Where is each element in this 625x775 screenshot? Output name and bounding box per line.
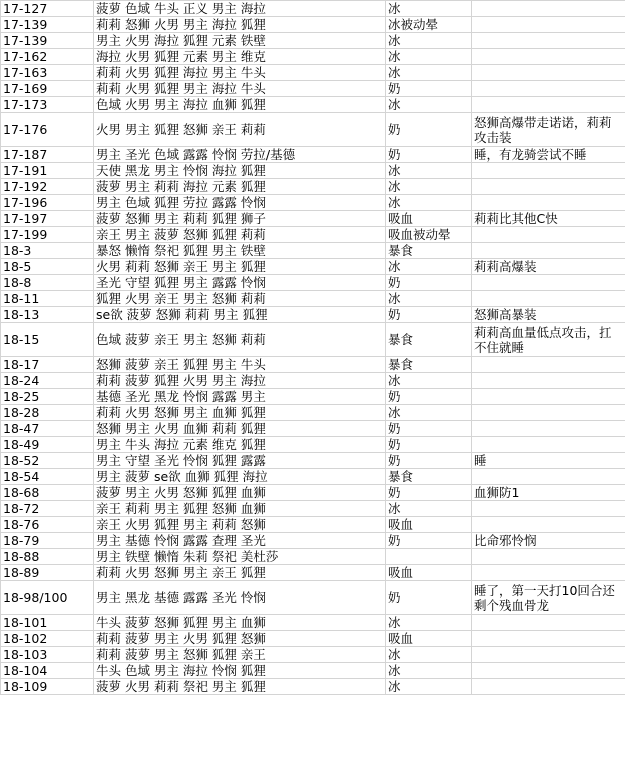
stage-id-cell[interactable]: 18-104: [1, 663, 94, 679]
team-cell[interactable]: 男主 守望 圣光 怜悯 狐狸 露露: [94, 453, 386, 469]
team-cell[interactable]: 亲王 火男 狐狸 男主 莉莉 怒狮: [94, 517, 386, 533]
table-row: [1, 679, 625, 695]
table-row: [1, 195, 625, 211]
team-type-cell[interactable]: 冰: [386, 405, 472, 421]
note-cell[interactable]: [472, 33, 625, 49]
table-row: [1, 517, 625, 533]
team-cell[interactable]: 男主 牛头 海拉 元素 维克 狐狸: [94, 437, 386, 453]
note-cell[interactable]: [472, 647, 625, 663]
note-cell[interactable]: [472, 291, 625, 307]
team-cell[interactable]: 暴怒 懒惰 祭祀 狐狸 男主 铁壁: [94, 243, 386, 259]
team-cell[interactable]: 莉莉 菠萝 男主 怒狮 狐狸 亲王: [94, 647, 386, 663]
note-cell[interactable]: [472, 1, 625, 17]
team-type-cell[interactable]: 奶: [386, 113, 472, 147]
team-cell[interactable]: 圣光 守望 狐狸 男主 露露 怜悯: [94, 275, 386, 291]
stage-id-cell[interactable]: 18-13: [1, 307, 94, 323]
table-row: [1, 615, 625, 631]
team-type-cell[interactable]: 冰被动晕: [386, 17, 472, 33]
team-type-cell[interactable]: 暴食: [386, 357, 472, 373]
stage-id-cell[interactable]: 18-79: [1, 533, 94, 549]
team-type-cell[interactable]: 奶: [386, 307, 472, 323]
table-row: [1, 1, 625, 17]
table-row: [1, 179, 625, 195]
table-row: [1, 631, 625, 647]
table-row: [1, 373, 625, 389]
team-cell[interactable]: 菠萝 怒狮 男主 莉莉 狐狸 狮子: [94, 211, 386, 227]
table-row: [1, 211, 625, 227]
note-cell[interactable]: 莉莉高血量低点攻击，扛不住就睡: [472, 323, 625, 357]
team-cell[interactable]: 亲王 男主 菠萝 怒狮 狐狸 莉莉: [94, 227, 386, 243]
table-row: [1, 533, 625, 549]
stage-id-cell[interactable]: 18-5: [1, 259, 94, 275]
stage-id-cell[interactable]: 18-3: [1, 243, 94, 259]
team-type-cell[interactable]: 暴食: [386, 243, 472, 259]
table-row: [1, 501, 625, 517]
stage-id-cell[interactable]: 18-17: [1, 357, 94, 373]
stage-id-cell[interactable]: 18-15: [1, 323, 94, 357]
note-cell[interactable]: [472, 81, 625, 97]
team-type-cell[interactable]: 奶: [386, 275, 472, 291]
team-cell[interactable]: 莉莉 火男 狐狸 海拉 男主 牛头: [94, 65, 386, 81]
team-type-cell[interactable]: 冰: [386, 259, 472, 275]
team-cell[interactable]: 男主 黑龙 基德 露露 圣光 怜悯: [94, 581, 386, 615]
team-cell[interactable]: 男主 铁壁 懒惰 朱莉 祭祀 美杜莎: [94, 549, 386, 565]
team-type-cell[interactable]: 冰: [386, 373, 472, 389]
team-cell[interactable]: 基德 圣光 黑龙 怜悯 露露 男主: [94, 389, 386, 405]
team-type-cell[interactable]: 奶: [386, 421, 472, 437]
team-cell[interactable]: 男主 色域 狐狸 劳拉 露露 怜悯: [94, 195, 386, 211]
table-row: [1, 275, 625, 291]
team-cell[interactable]: 怒狮 男主 火男 血狮 莉莉 狐狸: [94, 421, 386, 437]
team-cell[interactable]: 色域 火男 男主 海拉 血狮 狐狸: [94, 97, 386, 113]
note-cell[interactable]: 莉莉高爆装: [472, 259, 625, 275]
table-row: [1, 389, 625, 405]
note-cell[interactable]: [472, 663, 625, 679]
team-cell[interactable]: 菠萝 男主 火男 怒狮 狐狸 血狮: [94, 485, 386, 501]
stage-id-cell[interactable]: 18-89: [1, 565, 94, 581]
note-cell[interactable]: 怒狮高暴装: [472, 307, 625, 323]
table-row: [1, 147, 625, 163]
team-cell[interactable]: 莉莉 火男 怒狮 男主 血狮 狐狸: [94, 405, 386, 421]
team-type-cell[interactable]: 吸血: [386, 631, 472, 647]
team-type-cell[interactable]: 暴食: [386, 323, 472, 357]
table-row: [1, 113, 625, 147]
table-row: [1, 581, 625, 615]
stage-id-cell[interactable]: 17-139: [1, 17, 94, 33]
stage-id-cell[interactable]: 17-162: [1, 49, 94, 65]
team-type-cell[interactable]: 冰: [386, 291, 472, 307]
team-cell[interactable]: 牛头 色域 男主 海拉 怜悯 狐狸: [94, 663, 386, 679]
note-cell[interactable]: 睡，有龙骑尝试不睡: [472, 147, 625, 163]
stage-id-cell[interactable]: 17-139: [1, 33, 94, 49]
team-type-cell[interactable]: 冰: [386, 195, 472, 211]
team-type-cell[interactable]: 吸血: [386, 211, 472, 227]
table-row: [1, 469, 625, 485]
team-type-cell[interactable]: 吸血: [386, 517, 472, 533]
team-cell[interactable]: 男主 基德 怜悯 露露 查理 圣光: [94, 533, 386, 549]
team-type-cell[interactable]: 奶: [386, 485, 472, 501]
stage-id-cell[interactable]: 17-127: [1, 1, 94, 17]
note-cell[interactable]: [472, 615, 625, 631]
stage-id-cell[interactable]: 18-103: [1, 647, 94, 663]
note-cell[interactable]: [472, 437, 625, 453]
table-row: [1, 65, 625, 81]
stage-id-cell[interactable]: 18-24: [1, 373, 94, 389]
team-cell[interactable]: 火男 男主 狐狸 怒狮 亲王 莉莉: [94, 113, 386, 147]
stage-id-cell[interactable]: 17-163: [1, 65, 94, 81]
team-cell[interactable]: 男主 圣光 色域 露露 怜悯 劳拉/基德: [94, 147, 386, 163]
note-cell[interactable]: [472, 65, 625, 81]
table-row: [1, 565, 625, 581]
stage-id-cell[interactable]: 18-54: [1, 469, 94, 485]
note-cell[interactable]: [472, 17, 625, 33]
table-row: [1, 405, 625, 421]
note-cell[interactable]: [472, 373, 625, 389]
team-cell[interactable]: 莉莉 火男 怒狮 男主 亲王 狐狸: [94, 565, 386, 581]
team-type-cell[interactable]: 冰: [386, 501, 472, 517]
table-row: [1, 323, 625, 357]
team-cell[interactable]: 怒狮 菠萝 亲王 狐狸 男主 牛头: [94, 357, 386, 373]
note-cell[interactable]: [472, 389, 625, 405]
table-row: [1, 163, 625, 179]
table-row: [1, 97, 625, 113]
stage-id-cell[interactable]: 17-192: [1, 179, 94, 195]
team-type-cell[interactable]: 冰: [386, 179, 472, 195]
team-type-cell[interactable]: 奶: [386, 581, 472, 615]
team-type-cell[interactable]: 冰: [386, 33, 472, 49]
table-row: [1, 243, 625, 259]
team-cell[interactable]: 男主 火男 海拉 狐狸 元素 铁壁: [94, 33, 386, 49]
table-row: [1, 453, 625, 469]
team-type-cell[interactable]: 冰: [386, 97, 472, 113]
team-type-cell[interactable]: 奶: [386, 533, 472, 549]
table-row: [1, 291, 625, 307]
team-type-cell[interactable]: 暴食: [386, 469, 472, 485]
note-cell[interactable]: [472, 421, 625, 437]
team-cell[interactable]: 牛头 菠萝 怒狮 狐狸 男主 血狮: [94, 615, 386, 631]
table-row: [1, 357, 625, 373]
stage-id-cell[interactable]: 17-173: [1, 97, 94, 113]
team-cell[interactable]: 天使 黑龙 男主 怜悯 海拉 狐狸: [94, 163, 386, 179]
team-cell[interactable]: 莉莉 菠萝 狐狸 火男 男主 海拉: [94, 373, 386, 389]
note-cell[interactable]: 睡: [472, 453, 625, 469]
stage-id-cell[interactable]: 18-28: [1, 405, 94, 421]
team-type-cell[interactable]: 冰: [386, 663, 472, 679]
note-cell[interactable]: [472, 565, 625, 581]
note-cell[interactable]: [472, 517, 625, 533]
note-cell[interactable]: [472, 49, 625, 65]
stage-id-cell[interactable]: 17-197: [1, 211, 94, 227]
table-row: [1, 49, 625, 65]
note-cell[interactable]: [472, 275, 625, 291]
team-type-cell[interactable]: 冰: [386, 1, 472, 17]
team-type-cell[interactable]: 奶: [386, 437, 472, 453]
table-row: [1, 259, 625, 275]
team-cell[interactable]: 火男 莉莉 怒狮 亲王 男主 狐狸: [94, 259, 386, 275]
stage-id-cell[interactable]: 17-176: [1, 113, 94, 147]
team-cell[interactable]: 菠萝 色域 牛头 正义 男主 海拉: [94, 1, 386, 17]
team-cell[interactable]: 莉莉 菠萝 男主 火男 狐狸 怒狮: [94, 631, 386, 647]
team-type-cell[interactable]: [386, 549, 472, 565]
table-row: [1, 81, 625, 97]
table-row: [1, 663, 625, 679]
team-cell[interactable]: 莉莉 火男 狐狸 男主 海拉 牛头: [94, 81, 386, 97]
table-row: [1, 485, 625, 501]
stage-id-cell[interactable]: 17-191: [1, 163, 94, 179]
team-cell[interactable]: 莉莉 怒狮 火男 男主 海拉 狐狸: [94, 17, 386, 33]
stage-id-cell[interactable]: 18-11: [1, 291, 94, 307]
note-cell[interactable]: [472, 405, 625, 421]
note-cell[interactable]: [472, 501, 625, 517]
team-type-cell[interactable]: 冰: [386, 679, 472, 695]
table-row: [1, 17, 625, 33]
team-type-cell[interactable]: 冰: [386, 65, 472, 81]
note-cell[interactable]: [472, 227, 625, 243]
team-type-cell[interactable]: 冰: [386, 49, 472, 65]
stage-id-cell[interactable]: 17-196: [1, 195, 94, 211]
stage-id-cell[interactable]: 17-187: [1, 147, 94, 163]
team-cell[interactable]: se欲 菠萝 怒狮 莉莉 男主 狐狸: [94, 307, 386, 323]
stage-id-cell[interactable]: 18-25: [1, 389, 94, 405]
stage-id-cell[interactable]: 18-88: [1, 549, 94, 565]
note-cell[interactable]: 怒狮高爆带走诺诺，莉莉攻击装: [472, 113, 625, 147]
team-cell[interactable]: 色域 菠萝 亲王 男主 怒狮 莉莉: [94, 323, 386, 357]
stage-id-cell[interactable]: 18-76: [1, 517, 94, 533]
table-row: [1, 33, 625, 49]
table-row: [1, 647, 625, 663]
team-type-cell[interactable]: 吸血被动晕: [386, 227, 472, 243]
note-cell[interactable]: [472, 97, 625, 113]
stage-id-cell[interactable]: 18-8: [1, 275, 94, 291]
stage-id-cell[interactable]: 18-102: [1, 631, 94, 647]
team-type-cell[interactable]: 奶: [386, 81, 472, 97]
team-type-cell[interactable]: 吸血: [386, 565, 472, 581]
stage-id-cell[interactable]: 18-98/100: [1, 581, 94, 615]
note-cell[interactable]: [472, 179, 625, 195]
stage-id-cell[interactable]: 18-47: [1, 421, 94, 437]
stage-id-cell[interactable]: 18-68: [1, 485, 94, 501]
team-cell[interactable]: 海拉 火男 狐狸 元素 男主 维克: [94, 49, 386, 65]
table-row: [1, 549, 625, 565]
note-cell[interactable]: [472, 357, 625, 373]
team-cell[interactable]: 狐狸 火男 亲王 男主 怒狮 莉莉: [94, 291, 386, 307]
team-cell[interactable]: 菠萝 男主 莉莉 海拉 元素 狐狸: [94, 179, 386, 195]
note-cell[interactable]: [472, 549, 625, 565]
note-cell[interactable]: [472, 243, 625, 259]
note-cell[interactable]: [472, 469, 625, 485]
table-row: [1, 421, 625, 437]
team-type-cell[interactable]: 奶: [386, 147, 472, 163]
stage-id-cell[interactable]: 18-72: [1, 501, 94, 517]
note-cell[interactable]: [472, 195, 625, 211]
team-cell[interactable]: 男主 菠萝 se欲 血狮 狐狸 海拉: [94, 469, 386, 485]
stage-id-cell[interactable]: 18-49: [1, 437, 94, 453]
note-cell[interactable]: [472, 631, 625, 647]
note-cell[interactable]: [472, 679, 625, 695]
note-cell[interactable]: 睡了，第一天打10回合还剩个残血骨龙: [472, 581, 625, 615]
stage-id-cell[interactable]: 17-169: [1, 81, 94, 97]
team-cell[interactable]: 菠萝 火男 莉莉 祭祀 男主 狐狸: [94, 679, 386, 695]
stage-id-cell[interactable]: 18-109: [1, 679, 94, 695]
note-cell[interactable]: 比命邪怜悯: [472, 533, 625, 549]
team-cell[interactable]: 亲王 莉莉 男主 狐狸 怒狮 血狮: [94, 501, 386, 517]
table-row: [1, 307, 625, 323]
table-row: [1, 227, 625, 243]
team-type-cell[interactable]: 冰: [386, 615, 472, 631]
stage-id-cell[interactable]: 18-101: [1, 615, 94, 631]
table-body: [1, 1, 625, 695]
team-type-cell[interactable]: 冰: [386, 647, 472, 663]
team-type-cell[interactable]: 奶: [386, 389, 472, 405]
note-cell[interactable]: 血狮防1: [472, 485, 625, 501]
note-cell[interactable]: 莉莉比其他C快: [472, 211, 625, 227]
team-type-cell[interactable]: 冰: [386, 163, 472, 179]
team-type-cell[interactable]: 奶: [386, 453, 472, 469]
table-row: [1, 437, 625, 453]
stage-id-cell[interactable]: 17-199: [1, 227, 94, 243]
note-cell[interactable]: [472, 163, 625, 179]
stage-id-cell[interactable]: 18-52: [1, 453, 94, 469]
